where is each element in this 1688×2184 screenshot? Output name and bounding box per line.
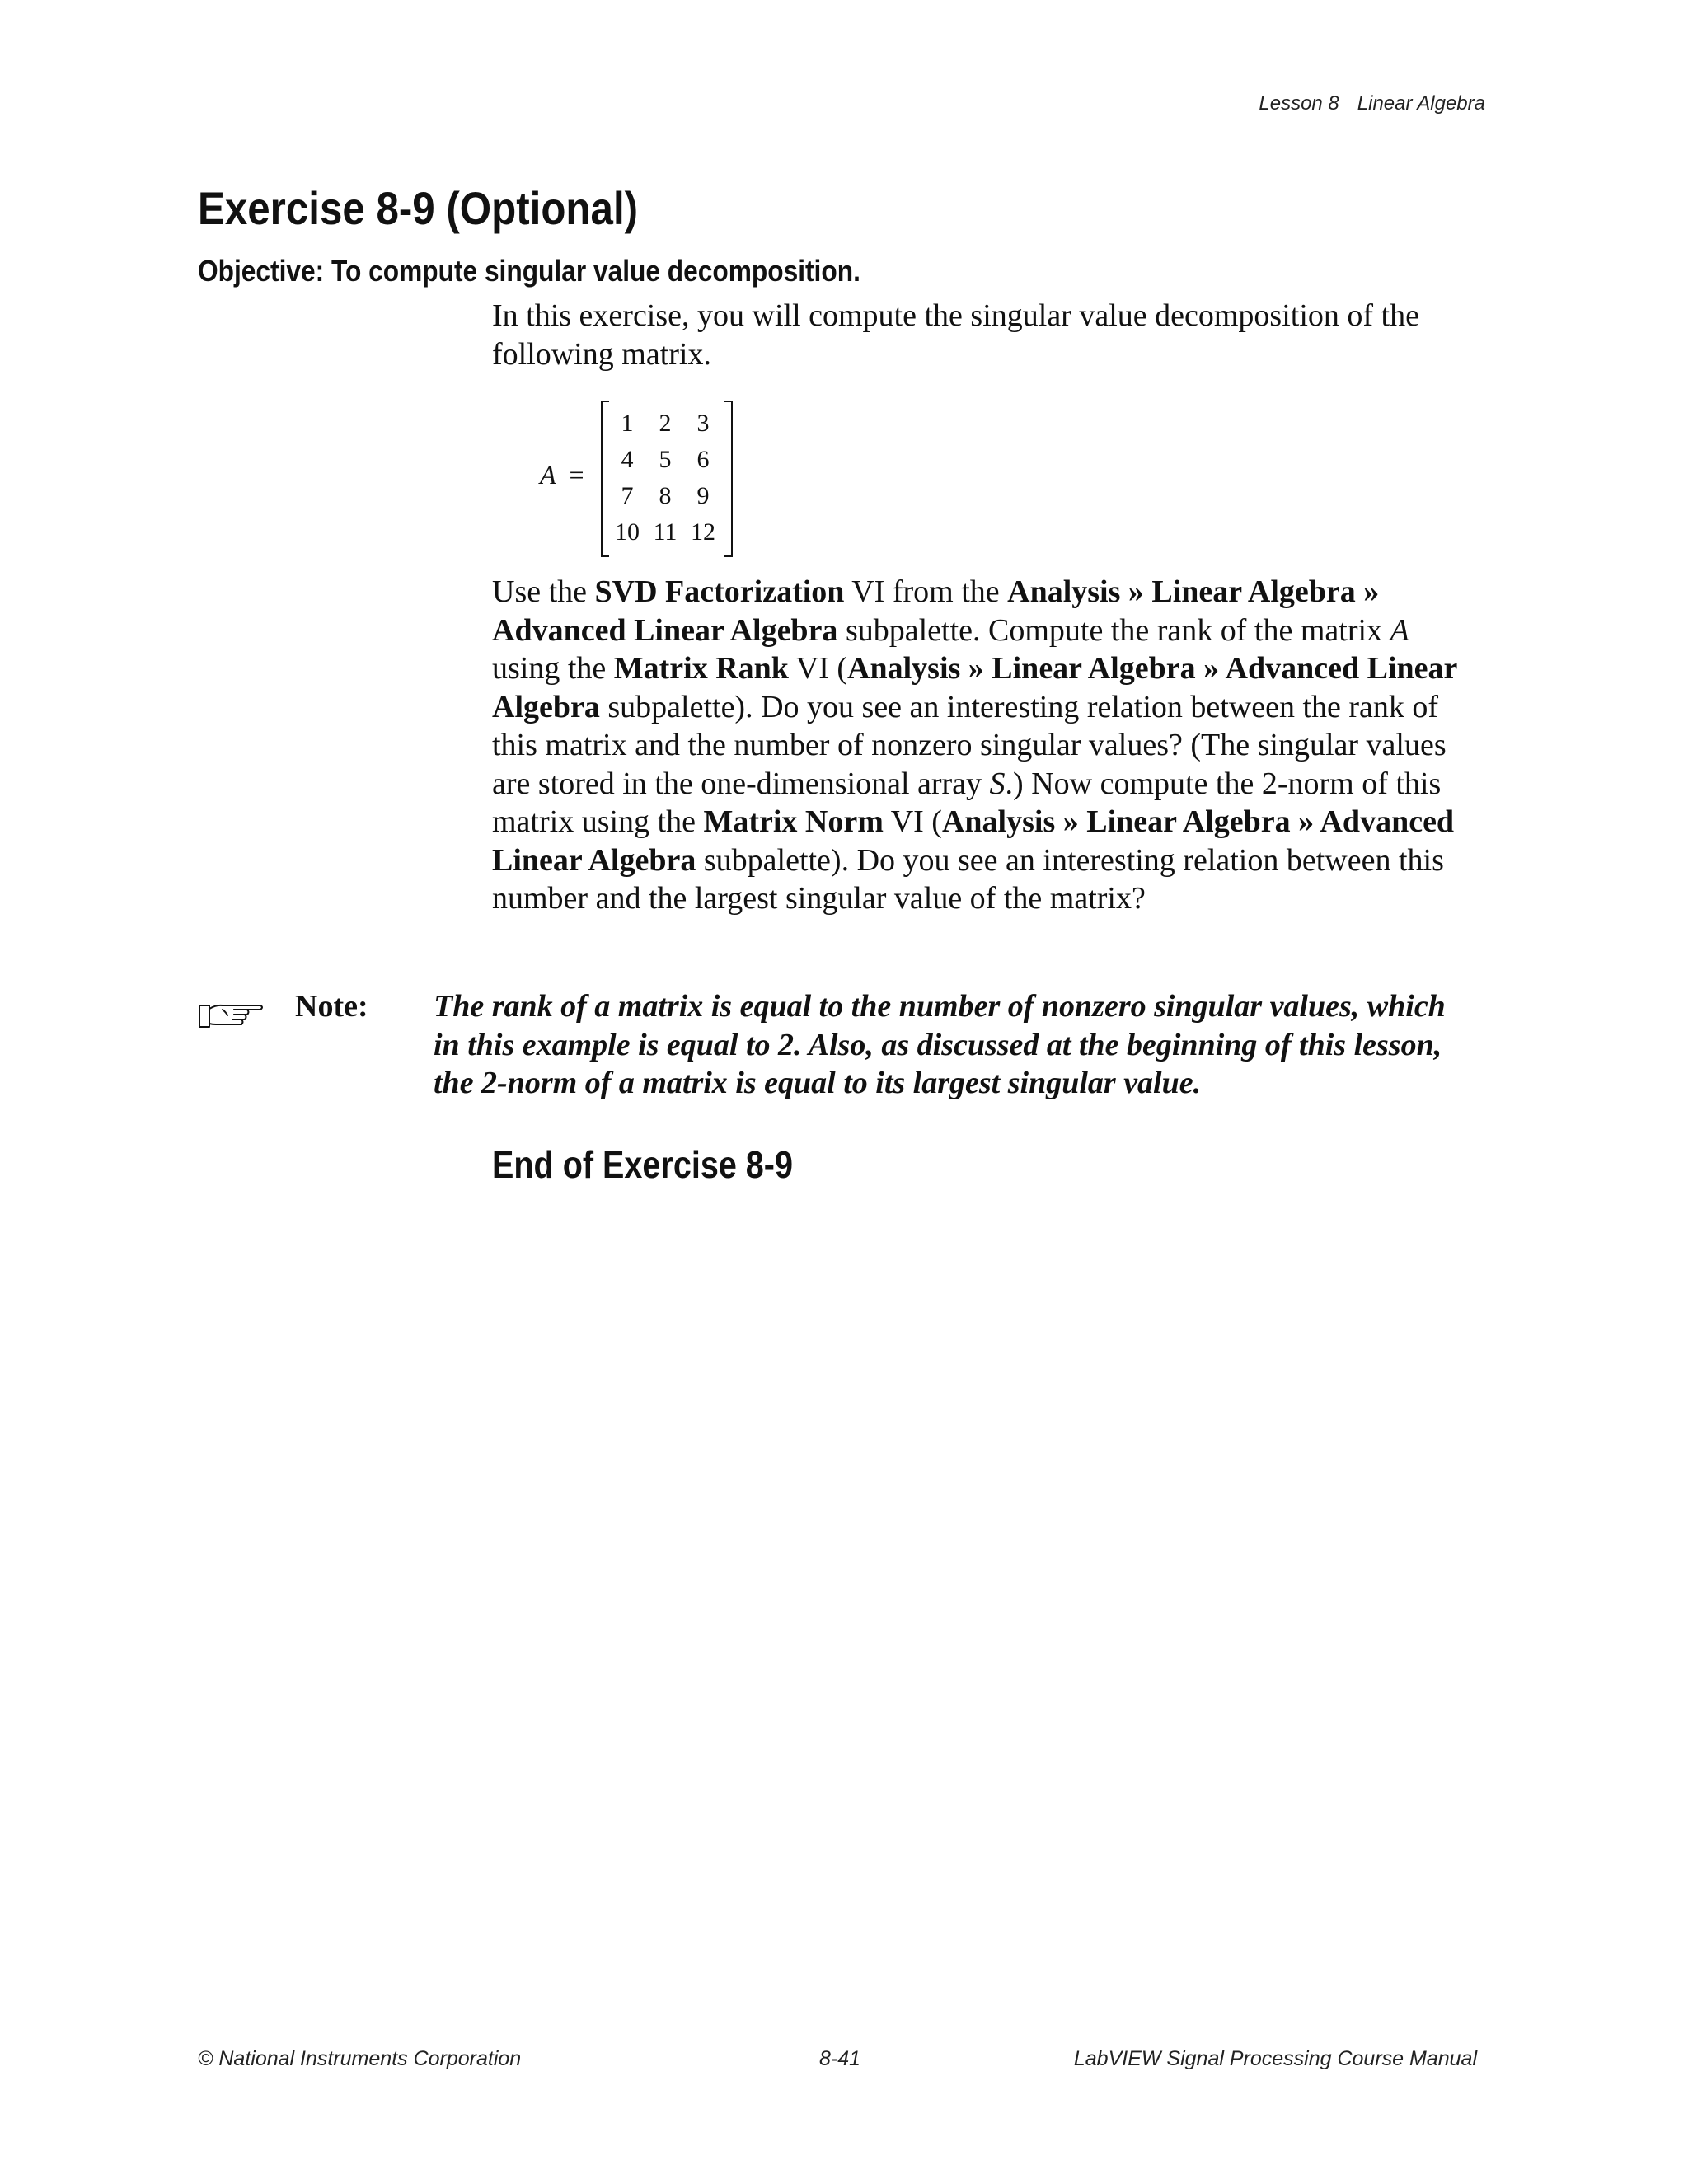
- footer-manual-title: LabVIEW Signal Processing Course Manual: [1073, 2047, 1477, 2070]
- note-label: Note:: [295, 989, 368, 1024]
- instructions-paragraph: [492, 573, 1476, 918]
- matrix-cell: 11: [653, 518, 678, 546]
- page-number: 8-41: [819, 2047, 861, 2070]
- svd-factorization-vi: SVD Factorization: [594, 574, 845, 609]
- header-lesson: Lesson 8: [1259, 92, 1339, 115]
- matrix-cell: 1: [621, 410, 634, 437]
- intro-text: In this exercise, you will compute the singular value decomposition of the following matrix.: [492, 298, 1419, 372]
- palette-path: Analysis » Linear Algebra » Advanced Linear Algebra: [492, 804, 1455, 878]
- matrix-cell: 7: [621, 482, 634, 509]
- matrix-cell: 3: [696, 410, 710, 437]
- equals-sign: =: [569, 460, 584, 490]
- matrix-name: A: [540, 460, 556, 490]
- matrix-label: [540, 460, 584, 490]
- matrix-rank-vi: Matrix Rank: [613, 651, 789, 686]
- matrix-grid: [601, 401, 733, 555]
- pointing-hand-icon: [198, 997, 265, 1030]
- intro-paragraph: [492, 297, 1476, 373]
- matrix-cell: 8: [659, 482, 672, 509]
- matrix-cell: 4: [621, 446, 634, 473]
- matrix-row: [609, 478, 724, 514]
- header-topic: Linear Algebra: [1357, 92, 1485, 115]
- matrix-norm-vi: Matrix Norm: [703, 804, 884, 839]
- palette-path: Analysis » Linear Algebra » Advanced Linear Algebra: [492, 651, 1457, 724]
- matrix-cell: 9: [696, 482, 710, 509]
- right-bracket: [724, 401, 733, 557]
- instructions-text: Use the SVD Factorization VI from the Analysis » Linear Algebra » Advanced Linear Algebra subpalette. Compute the rank of the matrix A using the Matrix Rank VI (Analysis » Linear Algebra » Advanced Linear Algebra subpalette). Do you see an interesting relation between the rank of this matrix and the number of nonzero singular values? (The singular values are stored in the one-dimensional array S.) Now compute the 2-norm of this matrix using the Matrix Norm VI (Analysis » Linear Algebra » Advanced Linear Algebra subpalette). Do you see an interesting relation between this number and the largest singular value of the matrix?: [492, 574, 1457, 916]
- matrix-row: [609, 442, 724, 478]
- note-text: The rank of a matrix is equal to the number of nonzero singular values, which in this example is equal to 2. Also, as discussed at the beginning of this lesson, the 2-norm of a matrix is equal to its largest singular value.: [434, 989, 1446, 1100]
- matrix-equation: [540, 401, 738, 557]
- footer-copyright: © National Instruments Corporation: [198, 2047, 522, 2070]
- objective-heading: Objective: To compute singular value decomposition.: [198, 254, 860, 288]
- matrix-cell: 5: [659, 446, 672, 473]
- matrix-cell: 2: [659, 410, 672, 437]
- exercise-title: Exercise 8-9 (Optional): [198, 182, 639, 234]
- running-header: [1259, 92, 1485, 115]
- matrix-row: [609, 514, 724, 551]
- matrix-cell: 12: [691, 518, 715, 546]
- matrix-row: [609, 405, 724, 442]
- matrix-cell: 6: [696, 446, 710, 473]
- palette-path: Analysis » Linear Algebra » Advanced Linear Algebra: [492, 574, 1380, 648]
- matrix-cell: 10: [615, 518, 640, 546]
- left-bracket: [601, 401, 609, 557]
- end-of-exercise-heading: End of Exercise 8-9: [492, 1143, 793, 1186]
